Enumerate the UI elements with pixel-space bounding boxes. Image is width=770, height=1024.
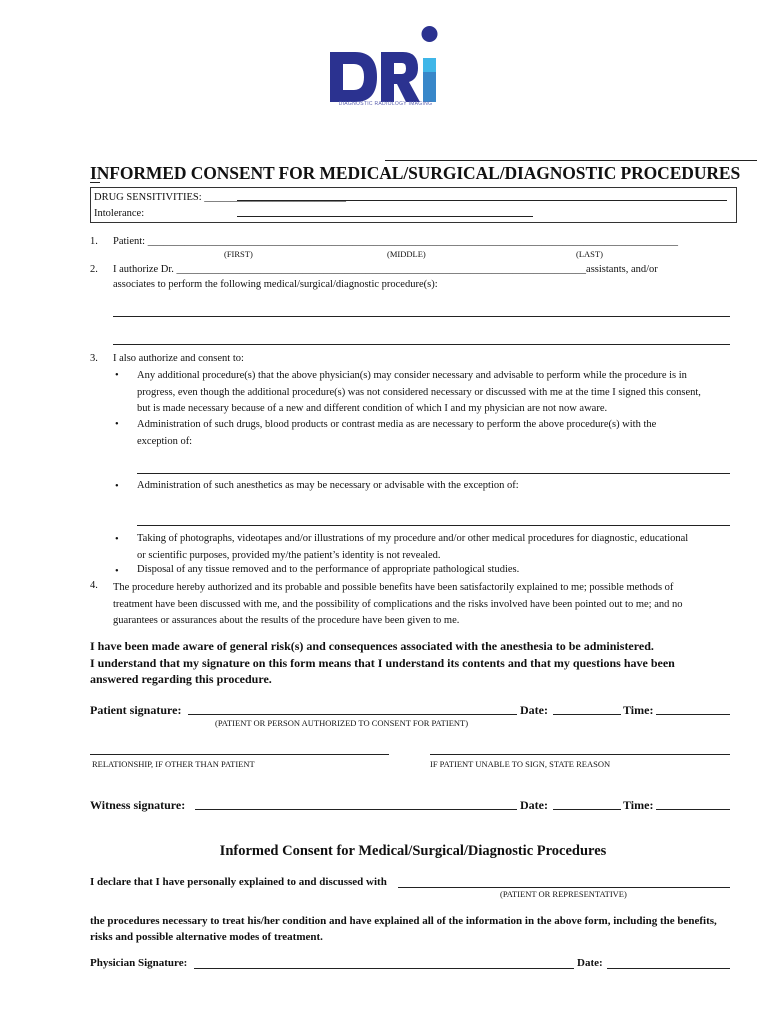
patient-date-field[interactable] [553,714,621,715]
physician-section-heading: Informed Consent for Medical/Surgical/Diagnostic Procedures [219,843,607,859]
anesthesia-statement: I have been made aware of general risk(s) and consequences associated with the anesthesia to be administered. I understand that my signature on this form means that I understand its contents and that my questions have been answered regarding this procedure. [90,639,675,686]
procedure-line-1[interactable] [113,316,730,317]
title-overline [385,160,757,161]
logo-tagline: DIAGNOSTIC RADIOLOGY IMAGING [338,101,433,107]
physician-date-label: Date: [577,957,603,969]
intolerance-label: Intolerance: [94,208,145,219]
authorize-doctor-field[interactable]: I authorize Dr. ______________________________________________________________________________assistants, and/or [113,264,658,275]
bullet-3: • [115,481,119,492]
patient-representative-caption: (PATIENT OR REPRESENTATIVE) [500,889,627,899]
bullet-1-text: Any additional procedure(s) that the above physician(s) may consider necessary and advisable to perform while the procedure is in progress, even though the additional procedure(s) was not considered necessary or discussed with me at the time I signed this consent, but is made necessary because of a new and different condition of which I and my physician are not now aware. [137,370,701,414]
patient-signature-label: Patient signature: [90,703,182,717]
relationship-field[interactable] [90,754,389,755]
drug-exception-field[interactable] [137,473,730,474]
patient-signature-field[interactable] [188,714,517,715]
unable-to-sign-field[interactable] [430,754,730,755]
item-number-2: 2. [90,264,98,275]
witness-signature-field[interactable] [195,809,517,810]
physician-signature-field[interactable] [194,968,574,969]
title-underline-tick [90,182,100,183]
anesthetic-exception-field[interactable] [137,525,730,526]
physician-declare-text: I declare that I have personally explained to and discussed with [90,876,387,888]
witness-time-field[interactable] [656,809,730,810]
bullet-2: • [115,419,119,430]
unable-to-sign-caption: IF PATIENT UNABLE TO SIGN, STATE REASON [430,759,611,769]
bullet-4-text: Taking of photographs, videotapes and/or illustrations of my procedure and/or other medical procedures for diagnostic, educational or scientific purposes, provided my/the patient’s identity is not revealed. [137,533,689,561]
authorize-continuation: associates to perform the following medical/surgical/diagnostic procedure(s): [113,279,438,290]
item-number-1: 1. [90,236,98,247]
bullet-4: • [115,534,119,545]
procedure-line-2[interactable] [113,344,730,345]
witness-time-label: Time: [623,798,654,812]
first-name-caption: (FIRST) [224,249,253,259]
dri-logo-mark [325,22,445,112]
drug-sensitivities-field[interactable] [237,200,727,201]
last-name-caption: (LAST) [576,249,603,259]
intolerance-field[interactable] [237,216,533,217]
dri-logo [325,22,445,112]
physician-date-field[interactable] [607,968,730,969]
patient-time-label: Time: [623,703,654,717]
patient-date-label: Date: [520,703,548,717]
page-title: INFORMED CONSENT FOR MEDICAL/SURGICAL/DIAGNOSTIC PROCEDURES [90,163,741,183]
bullet-5: • [115,566,119,577]
patient-representative-field[interactable] [398,887,730,888]
witness-date-field[interactable] [553,809,621,810]
physician-body-text: the procedures necessary to treat his/her condition and have explained all of the information in the above form, including the benefits, risks and possible alternative modes of treatment. [90,915,717,943]
middle-name-caption: (MIDDLE) [387,249,426,259]
drug-sensitivities-label: DRUG SENSITIVITIES: ___________________________ [94,192,346,203]
item-number-4: 4. [90,580,98,591]
item-number-3: 3. [90,353,98,364]
bullet-1: • [115,370,119,381]
witness-signature-label: Witness signature: [90,798,186,812]
relationship-caption: RELATIONSHIP, IF OTHER THAN PATIENT [92,759,255,769]
also-authorize-text: I also authorize and consent to: [113,353,244,364]
physician-signature-label: Physician Signature: [90,957,188,969]
item-4-text: The procedure hereby authorized and its probable and possible benefits have been satisfactorily explained to me; possible methods of treatment have been discussed with me, and the possibility of complications and the risks involved have been pointed out to me; and no guarantees or assurances about the results of the procedure have been given to me. [113,582,683,626]
bullet-5-text: Disposal of any tissue removed and to the performance of appropriate pathological studies. [137,564,520,575]
patient-signature-caption: (PATIENT OR PERSON AUTHORIZED TO CONSENT FOR PATIENT) [215,718,469,728]
bullet-2-text: Administration of such drugs, blood products or contrast media as are necessary to perform the above procedure(s) with the exception of: [137,419,657,447]
witness-date-label: Date: [520,798,548,812]
bullet-3-text: Administration of such anesthetics as may be necessary or advisable with the exception of: [137,480,519,491]
patient-time-field[interactable] [656,714,730,715]
patient-name-field[interactable]: Patient: _____________________________________________________________________________________________________ [113,236,678,247]
